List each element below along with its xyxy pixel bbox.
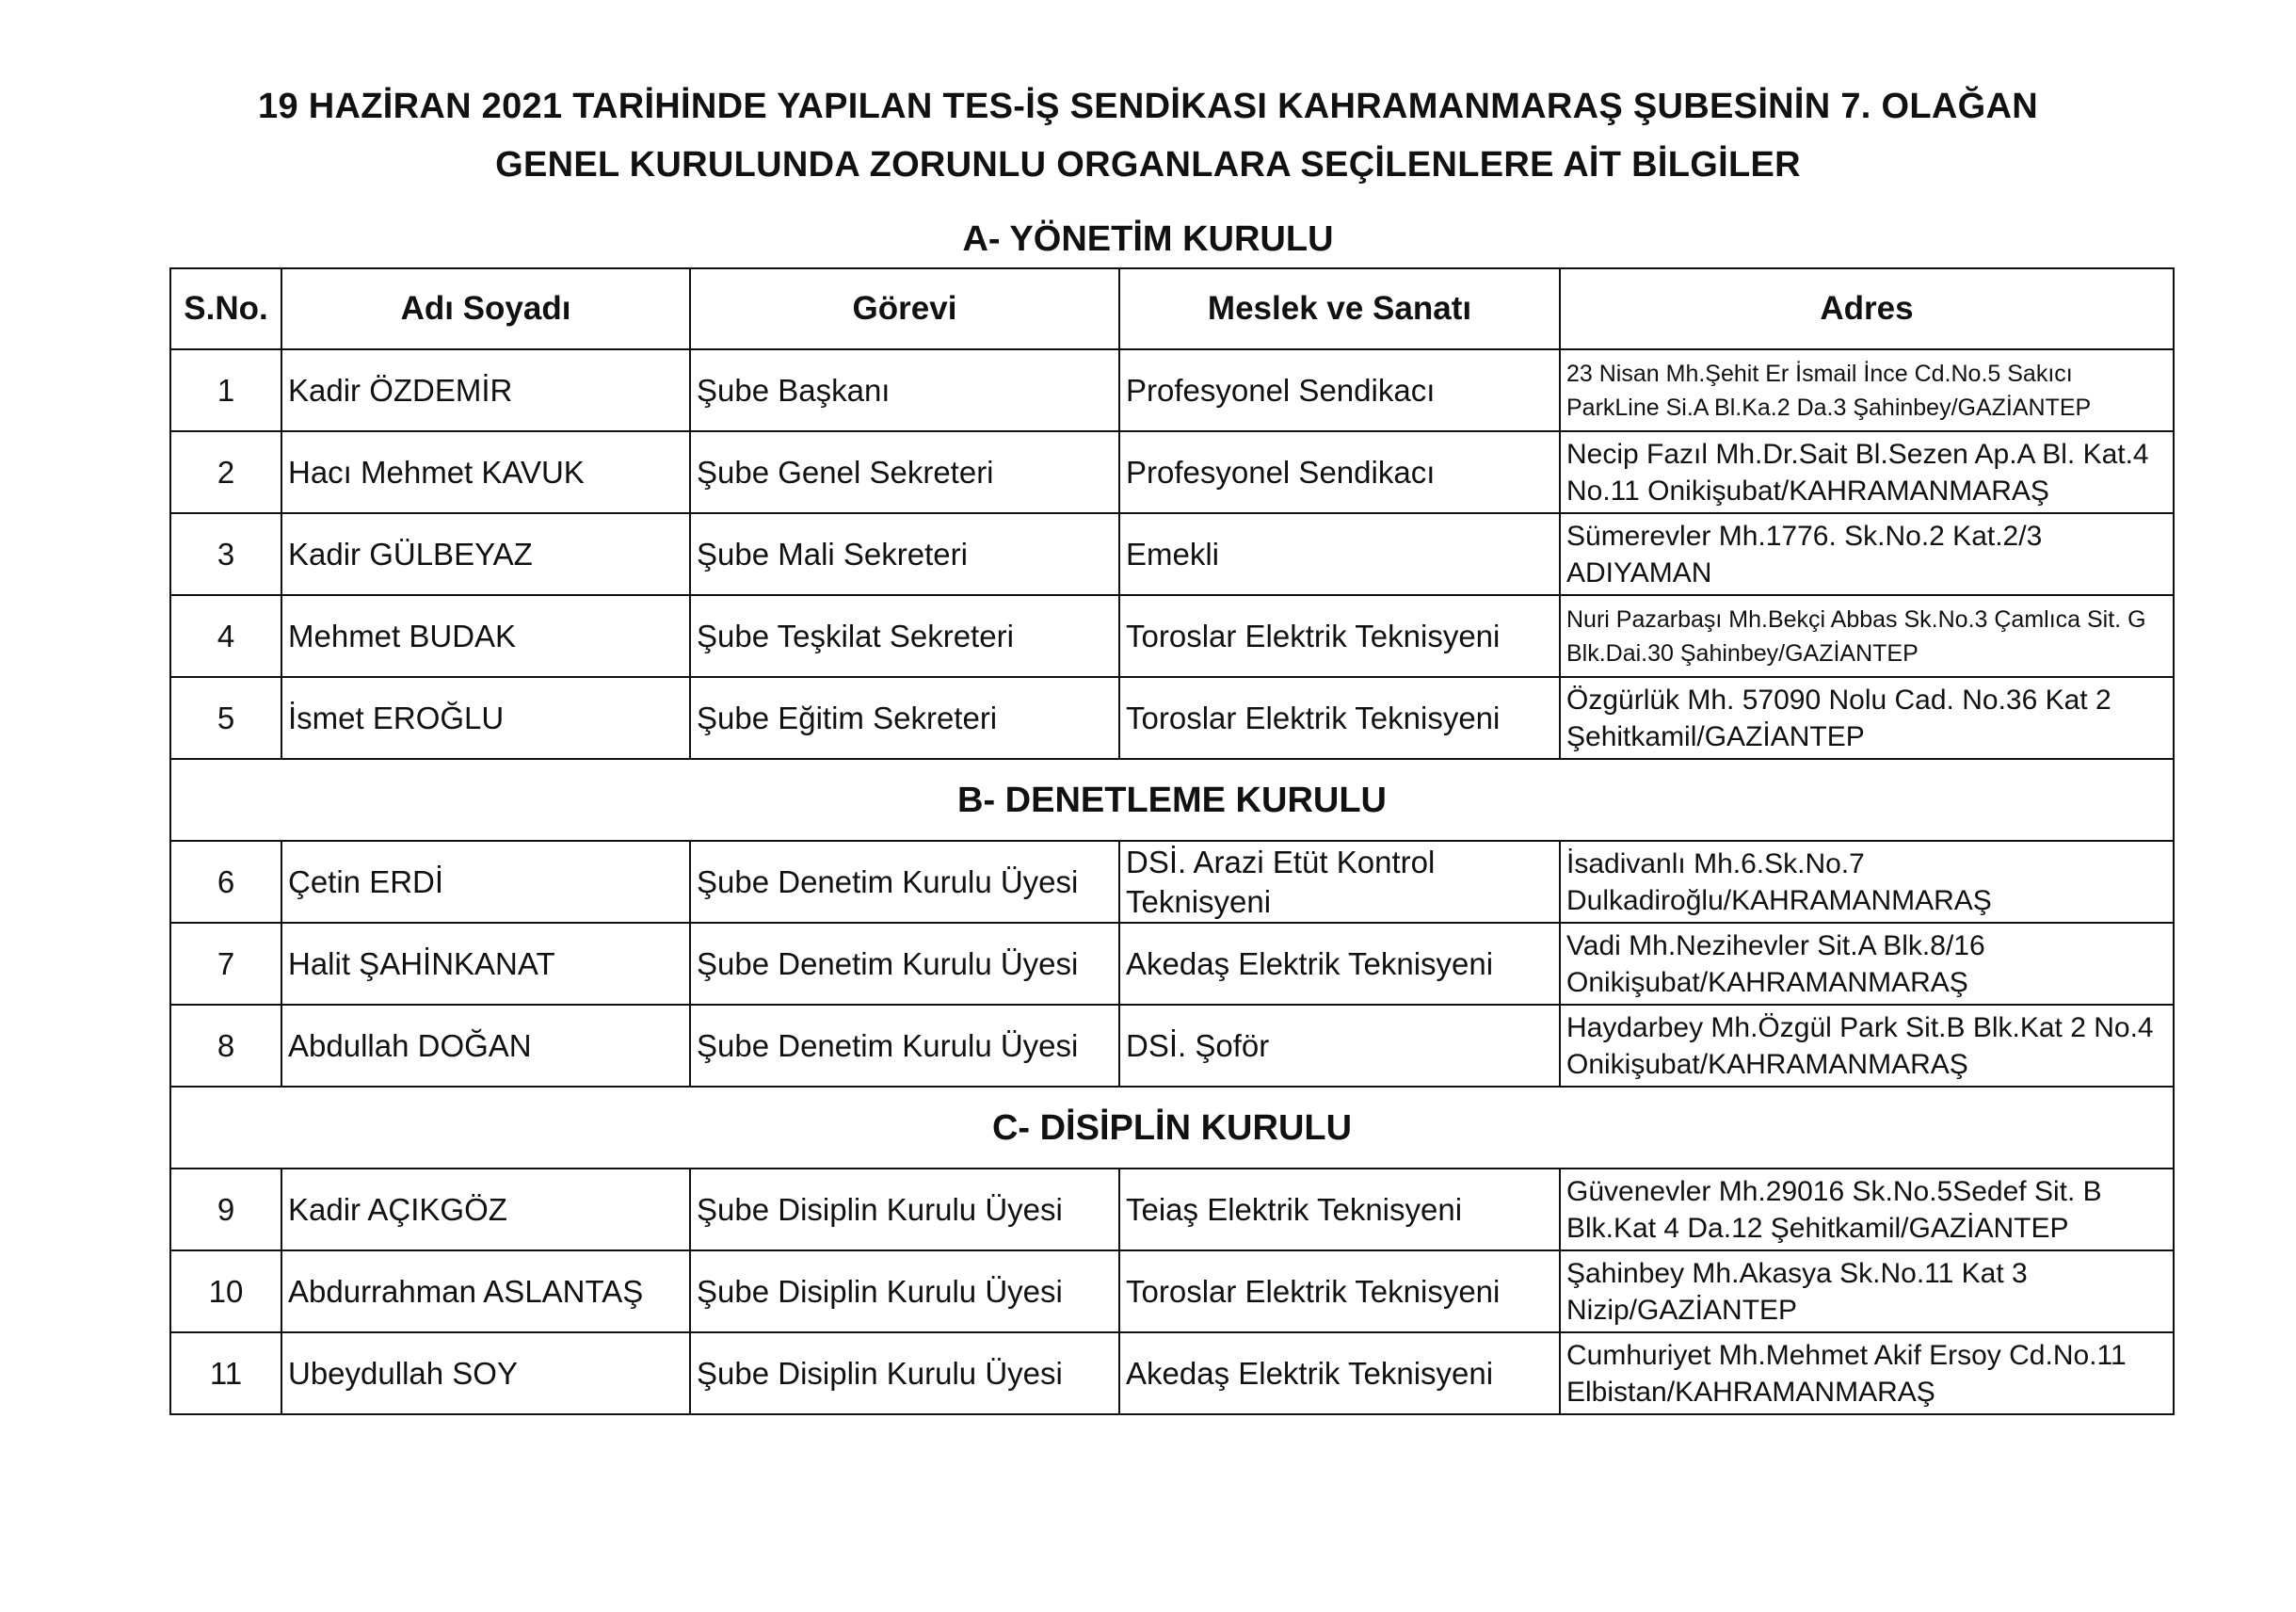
header-no: S.No. <box>170 268 281 349</box>
table-row <box>170 431 2174 513</box>
row-name: Abdullah DOĞAN <box>281 1005 690 1087</box>
row-address: Şahinbey Mh.Akasya Sk.No.11 Kat 3 Nizip/GAZİANTEP <box>1560 1250 2174 1332</box>
table-row <box>170 1005 2174 1087</box>
row-name: Mehmet BUDAK <box>281 595 690 677</box>
row-role: Şube Denetim Kurulu Üyesi <box>690 1005 1119 1087</box>
section-row-denetleme-kurulu <box>170 759 2174 841</box>
row-role: Şube Disiplin Kurulu Üyesi <box>690 1169 1119 1250</box>
row-no: 3 <box>170 513 281 595</box>
row-profession: Toroslar Elektrik Teknisyeni <box>1119 677 1560 759</box>
row-role: Şube Mali Sekreteri <box>690 513 1119 595</box>
row-name: Kadir AÇIKGÖZ <box>281 1169 690 1250</box>
table-row <box>170 513 2174 595</box>
row-address: Cumhuriyet Mh.Mehmet Akif Ersoy Cd.No.11 Elbistan/KAHRAMANMARAŞ <box>1560 1332 2174 1414</box>
row-address: İsadivanlı Mh.6.Sk.No.7 Dulkadiroğlu/KAHRAMANMARAŞ <box>1560 841 2174 923</box>
table-row <box>170 1250 2174 1332</box>
table-row <box>170 1332 2174 1414</box>
members-table <box>169 267 2175 1415</box>
table-row <box>170 677 2174 759</box>
row-name: Abdurrahman ASLANTAŞ <box>281 1250 690 1332</box>
row-no: 10 <box>170 1250 281 1332</box>
section-title-yonetim-kurulu: A- YÖNETİM KURULU <box>962 219 1334 259</box>
section-title-disiplin-kurulu: C- DİSİPLİN KURULU <box>170 1087 2174 1169</box>
page-title <box>0 77 2296 194</box>
row-profession: Toroslar Elektrik Teknisyeni <box>1119 595 1560 677</box>
section-row-disiplin-kurulu <box>170 1087 2174 1169</box>
row-profession: Akedaş Elektrik Teknisyeni <box>1119 1332 1560 1414</box>
row-no: 6 <box>170 841 281 923</box>
row-role: Şube Teşkilat Sekreteri <box>690 595 1119 677</box>
row-role: Şube Denetim Kurulu Üyesi <box>690 841 1119 923</box>
row-role: Şube Denetim Kurulu Üyesi <box>690 923 1119 1005</box>
row-address: Sümerevler Mh.1776. Sk.No.2 Kat.2/3 ADIYAMAN <box>1560 513 2174 595</box>
row-profession: Profesyonel Sendikacı <box>1119 431 1560 513</box>
row-profession: Toroslar Elektrik Teknisyeni <box>1119 1250 1560 1332</box>
row-name: İsmet EROĞLU <box>281 677 690 759</box>
row-address: Haydarbey Mh.Özgül Park Sit.B Blk.Kat 2 No.4 Onikişubat/KAHRAMANMARAŞ <box>1560 1005 2174 1087</box>
row-name: Halit ŞAHİNKANAT <box>281 923 690 1005</box>
row-name: Kadir GÜLBEYAZ <box>281 513 690 595</box>
section-title-denetleme-kurulu: B- DENETLEME KURULU <box>170 759 2174 841</box>
row-address: Vadi Mh.Nezihevler Sit.A Blk.8/16 Onikişubat/KAHRAMANMARAŞ <box>1560 923 2174 1005</box>
row-name: Kadir ÖZDEMİR <box>281 349 690 431</box>
row-role: Şube Disiplin Kurulu Üyesi <box>690 1250 1119 1332</box>
row-no: 9 <box>170 1169 281 1250</box>
header-role: Görevi <box>690 268 1119 349</box>
row-no: 2 <box>170 431 281 513</box>
page-title-line-2: GENEL KURULUNDA ZORUNLU ORGANLARA SEÇİLENLERE AİT BİLGİLER <box>495 145 1801 185</box>
row-profession: Profesyonel Sendikacı <box>1119 349 1560 431</box>
row-role: Şube Başkanı <box>690 349 1119 431</box>
row-profession: Emekli <box>1119 513 1560 595</box>
row-profession: Akedaş Elektrik Teknisyeni <box>1119 923 1560 1005</box>
row-role: Şube Genel Sekreteri <box>690 431 1119 513</box>
row-address: 23 Nisan Mh.Şehit Er İsmail İnce Cd.No.5 Sakıcı ParkLine Si.A Bl.Ka.2 Da.3 Şahinbey/GAZİANTEP <box>1560 349 2174 431</box>
table-header-row <box>170 268 2174 349</box>
row-no: 1 <box>170 349 281 431</box>
header-name: Adı Soyadı <box>281 268 690 349</box>
table-row <box>170 923 2174 1005</box>
row-profession: DSİ. Şoför <box>1119 1005 1560 1087</box>
row-no: 7 <box>170 923 281 1005</box>
header-address: Adres <box>1560 268 2174 349</box>
page-title-line-1: 19 HAZİRAN 2021 TARİHİNDE YAPILAN TES-İŞ SENDİKASI KAHRAMANMARAŞ ŞUBESİNİN 7. OLAĞAN <box>258 87 2038 126</box>
row-address: Özgürlük Mh. 57090 Nolu Cad. No.36 Kat 2 Şehitkamil/GAZİANTEP <box>1560 677 2174 759</box>
row-name: Hacı Mehmet KAVUK <box>281 431 690 513</box>
row-address: Necip Fazıl Mh.Dr.Sait Bl.Sezen Ap.A Bl. Kat.4 No.11 Onikişubat/KAHRAMANMARAŞ <box>1560 431 2174 513</box>
row-profession: Teiaş Elektrik Teknisyeni <box>1119 1169 1560 1250</box>
row-no: 4 <box>170 595 281 677</box>
header-profession: Meslek ve Sanatı <box>1119 268 1560 349</box>
table-row <box>170 841 2174 923</box>
row-role: Şube Eğitim Sekreteri <box>690 677 1119 759</box>
row-profession: DSİ. Arazi Etüt Kontrol Teknisyeni <box>1119 841 1560 923</box>
row-address: Güvenevler Mh.29016 Sk.No.5Sedef Sit. B Blk.Kat 4 Da.12 Şehitkamil/GAZİANTEP <box>1560 1169 2174 1250</box>
row-role: Şube Disiplin Kurulu Üyesi <box>690 1332 1119 1414</box>
row-no: 8 <box>170 1005 281 1087</box>
row-name: Çetin ERDİ <box>281 841 690 923</box>
row-address: Nuri Pazarbaşı Mh.Bekçi Abbas Sk.No.3 Çamlıca Sit. G Blk.Dai.30 Şahinbey/GAZİANTEP <box>1560 595 2174 677</box>
row-name: Ubeydullah SOY <box>281 1332 690 1414</box>
table-row <box>170 595 2174 677</box>
table-row <box>170 1169 2174 1250</box>
row-no: 5 <box>170 677 281 759</box>
row-no: 11 <box>170 1332 281 1414</box>
table-row <box>170 349 2174 431</box>
